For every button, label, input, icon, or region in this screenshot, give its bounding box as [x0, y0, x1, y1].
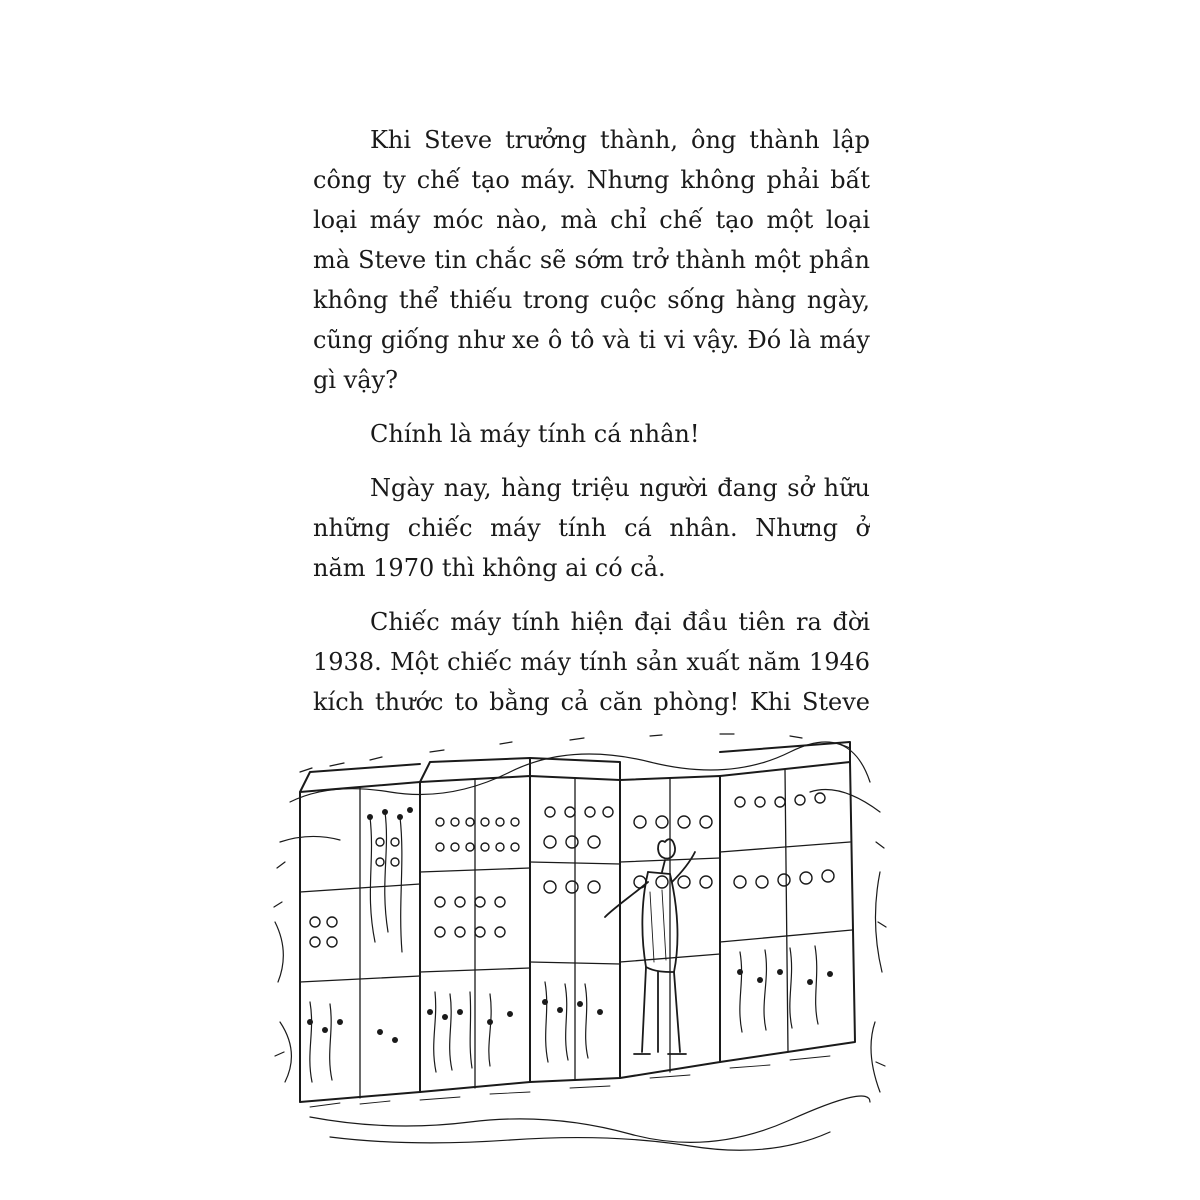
operator-figure	[605, 839, 695, 1054]
text-line: năm 1970 thì không ai có cả.	[313, 554, 666, 582]
text-line: kích thước to bằng cả căn phòng! Khi Steve	[313, 688, 870, 716]
text-line: Chiếc máy tính hiện đại đầu tiên ra đời	[370, 608, 870, 636]
text-line: Chính là máy tính cá nhân!	[370, 420, 700, 448]
text-line: Ngày nay, hàng triệu người đang sở hữu	[370, 474, 870, 502]
text-line: gì vậy?	[313, 366, 398, 394]
text-line: mà Steve tin chắc sẽ sớm trở thành một phần	[313, 246, 870, 274]
text-line: những chiếc máy tính cá nhân. Nhưng ở	[313, 514, 870, 542]
text-line: 1938. Một chiếc máy tính sản xuất năm 1946	[313, 648, 870, 676]
paragraph-1	[313, 120, 870, 400]
paragraph-2	[313, 414, 870, 454]
text-line: công ty chế tạo máy. Nhưng không phải bất	[313, 166, 870, 194]
text-line: không thể thiếu trong cuộc sống hàng ngày,	[313, 286, 870, 314]
text-line: Khi Steve trưởng thành, ông thành lập	[370, 126, 870, 154]
text-line: loại máy móc nào, mà chỉ chế tạo một loại	[313, 206, 870, 234]
paragraph-4	[313, 602, 870, 722]
computer-room-illustration	[270, 722, 890, 1152]
body-text	[313, 120, 870, 722]
text-line: cũng giống như xe ô tô và ti vi vậy. Đó là máy	[313, 326, 870, 354]
paragraph-3	[313, 468, 870, 588]
